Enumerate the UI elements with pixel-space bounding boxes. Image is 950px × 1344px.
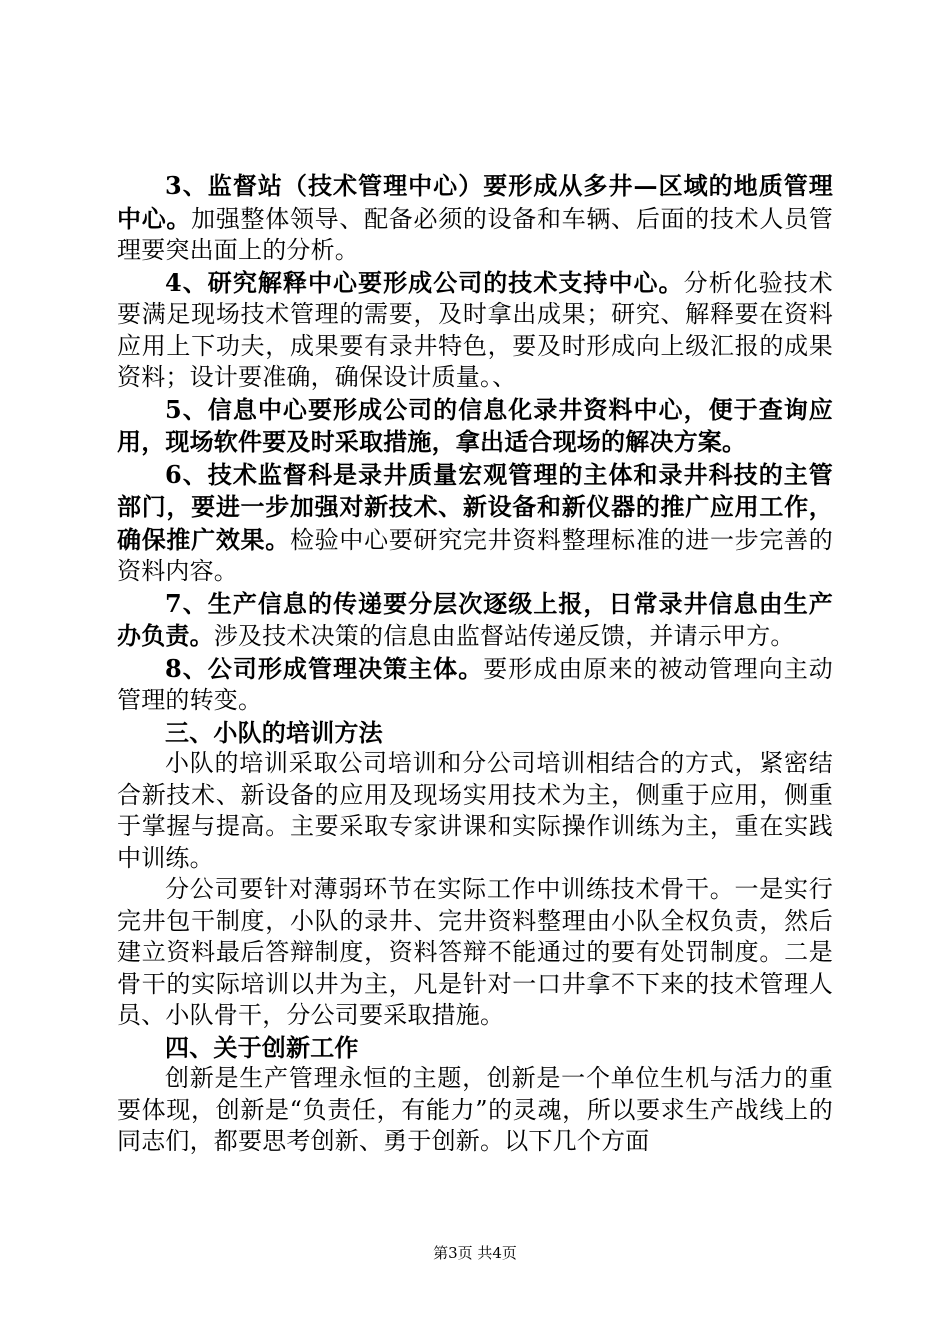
- paragraph-5: [117, 394, 833, 459]
- paragraph-7: [117, 588, 833, 653]
- paragraph-8-text: 要形成由原来的被动管理向主动管理的转变。: [117, 654, 833, 714]
- paragraph-5-bold: 5、信息中心要形成公司的信息化录井资料中心，便于查询应用，现场软件要及时采取措施，拿出适合现场的解决方案。: [117, 394, 833, 456]
- paragraph-8: [117, 653, 833, 717]
- paragraph-6-bold: 6、技术监督科是录井质量宏观管理的主体和录井科技的主管部门，要进一步加强对新技术、新设备和新仪器的推广应用工作，确保推广效果。: [117, 459, 833, 554]
- page-number-label: 第3页 共4页: [433, 1244, 517, 1262]
- paragraph-8-bold: 8、公司形成管理决策主体。: [165, 653, 484, 683]
- paragraph-4-text: 分析化验技术要满足现场技术管理的需要，及时拿出成果；研究、解释要在资料应用上下功夫，成果要有录井特色，要及时形成向上级汇报的成果资料；设计要准确，确保设计质量。、: [117, 268, 834, 391]
- paragraph-3-bold: 3、监督站（技术管理中心）要形成从多井—区域的地质管理中心。: [117, 171, 833, 233]
- paragraph-6: [117, 459, 833, 588]
- page-footer: [0, 1242, 950, 1263]
- paragraph-7-text: 涉及技术决策的信息由监督站传递反馈，并请示甲方。: [213, 622, 795, 650]
- section-3-heading: 三、小队的培训方法: [165, 717, 383, 747]
- section-3-paragraph-1: 小队的培训采取公司培训和分公司培训相结合的方式，紧密结合新技术、新设备的应用及现场实用技术为主，侧重于应用，侧重于掌握与提高。主要采取专家讲课和实际操作训练为主，重在实践中训练。: [117, 749, 833, 872]
- paragraph-4-bold: 4、研究解释中心要形成公司的技术支持中心。: [165, 267, 684, 297]
- paragraph-6-text: 检验中心要研究完井资料整理标准的进一步完善的资料内容。: [117, 525, 833, 585]
- document-body: [117, 170, 833, 1158]
- section-4-heading: 四、关于创新工作: [165, 1032, 359, 1062]
- section-3-paragraph-2: 分公司要针对薄弱环节在实际工作中训练技术骨干。一是实行完井包干制度，小队的录井、完井资料整理由小队全权负责，然后建立资料最后答辩制度，资料答辩不能通过的要有处罚制度。二是骨干的实际培训以井为主，凡是针对一口井拿不下来的技术管理人员、小队骨干，分公司要采取措施。: [117, 875, 833, 1029]
- paragraph-7-bold: 7、生产信息的传递要分层次逐级上报，日常录井信息由生产办负责。: [117, 588, 833, 650]
- paragraph-3-text: 加强整体领导、配备必须的设备和车辆、后面的技术人员管理要突出面上的分析。: [117, 204, 833, 264]
- section-4-paragraph-1: 创新是生产管理永恒的主题，创新是一个单位生机与活力的重要体现，创新是“负责任，有能力”的灵魂，所以要求生产战线上的同志们，都要思考创新、勇于创新。以下几个方面: [117, 1064, 833, 1155]
- paragraph-3: [117, 170, 833, 267]
- paragraph-4: [117, 267, 833, 394]
